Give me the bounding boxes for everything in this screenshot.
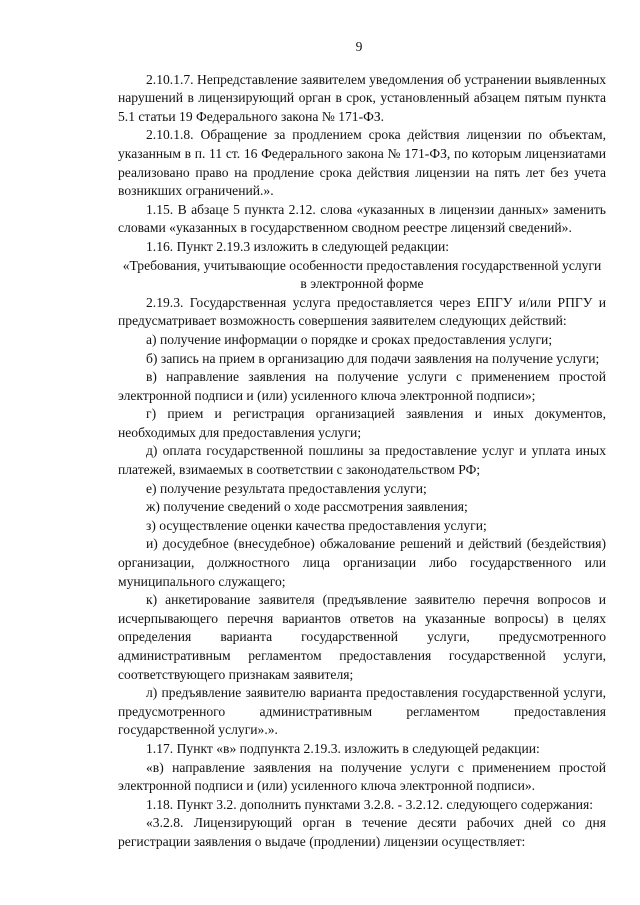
paragraph: 1.16. Пункт 2.19.3 изложить в следующей редакции:	[146, 238, 450, 254]
paragraph: л) предъявление заявителю варианта предоставления государственной услуги, предусмотренного административным регламентом предоставления государственной услуги».».	[118, 685, 606, 738]
paragraph: б) запись на прием в организацию для подачи заявления на получение услуги;	[146, 350, 600, 366]
paragraph: 1.17. Пункт «в» подпункта 2.19.3. изложить в следующей редакции:	[146, 740, 540, 756]
paragraph: «3.2.8. Лицензирующий орган в течение десяти рабочих дней со дня регистрации заявления о выдаче (продлении) лицензии осуществляет:	[118, 815, 606, 849]
paragraph: 1.18. Пункт 3.2. дополнить пунктами 3.2.8. - 3.2.12. следующего содержания:	[146, 796, 594, 812]
paragraph: 2.10.1.8. Обращение за продлением срока действия лицензии по объектам, указанным в п. 11 ст. 16 Федерального закона № 171-ФЗ, по которым лицензиатами реализовано право на продление срока действия лицензии на пять лет без учета возникших ограничений.».	[118, 127, 606, 199]
paragraph: ж) получение сведений о ходе рассмотрения заявления;	[146, 499, 468, 515]
paragraph: 2.19.3. Государственная услуга предоставляется через ЕПГУ и/или РПГУ и предусматривает возможность совершения заявителем следующих действий:	[118, 294, 606, 329]
document-body	[118, 71, 606, 852]
paragraph: «в) направление заявления на получение услуги с применением простой электронной подписи и (или) усиленного ключа электронной подписи».	[118, 759, 606, 794]
paragraph: е) получение результата предоставления услуги;	[146, 480, 427, 496]
paragraph: г) прием и регистрация организацией заявления и иных документов, необходимых для предоставления услуги;	[118, 406, 606, 440]
paragraph: 1.15. В абзаце 5 пункта 2.12. слова «указанных в лицензии данных» заменить словами «указанных в государственном сводном реестре лицензий сведений».	[118, 201, 606, 236]
paragraph: а) получение информации о порядке и сроках предоставления услуги;	[146, 331, 553, 347]
paragraph: 2.10.1.7. Непредставление заявителем уведомления об устранении выявленных нарушений в лицензирующий орган в срок, установленный абзацем пятым пункта 5.1 статьи 19 Федерального закона № 171-ФЗ.	[118, 71, 606, 124]
page-number: 9	[355, 39, 363, 54]
paragraph: в) направление заявления на получение услуги с применением простой электронной подписи и (или) усиленного ключа электронной подписи»;	[118, 369, 606, 403]
section-heading: «Требования, учитывающие особенности предоставления государственной услуги в электронной форме	[122, 257, 602, 292]
paragraph: к) анкетирование заявителя (предъявление заявителю перечня вопросов и исчерпывающего перечня вариантов ответов на указанные вопросы) в целях определения варианта государственной услуги, предусмотренного административным регламентом предоставления государственной услуги, соответствующего признакам заявителя;	[118, 592, 606, 682]
paragraph: и) досудебное (внесудебное) обжалование решений и действий (бездействия) организации, должностного лица организации либо государственного или муниципального служащего;	[118, 536, 606, 589]
paragraph: з) осуществление оценки качества предоставления услуги;	[146, 517, 487, 533]
paragraph: д) оплата государственной пошлины за предоставление услуг и уплата иных платежей, взимаемых в соответствии с законодательством РФ;	[118, 443, 606, 478]
